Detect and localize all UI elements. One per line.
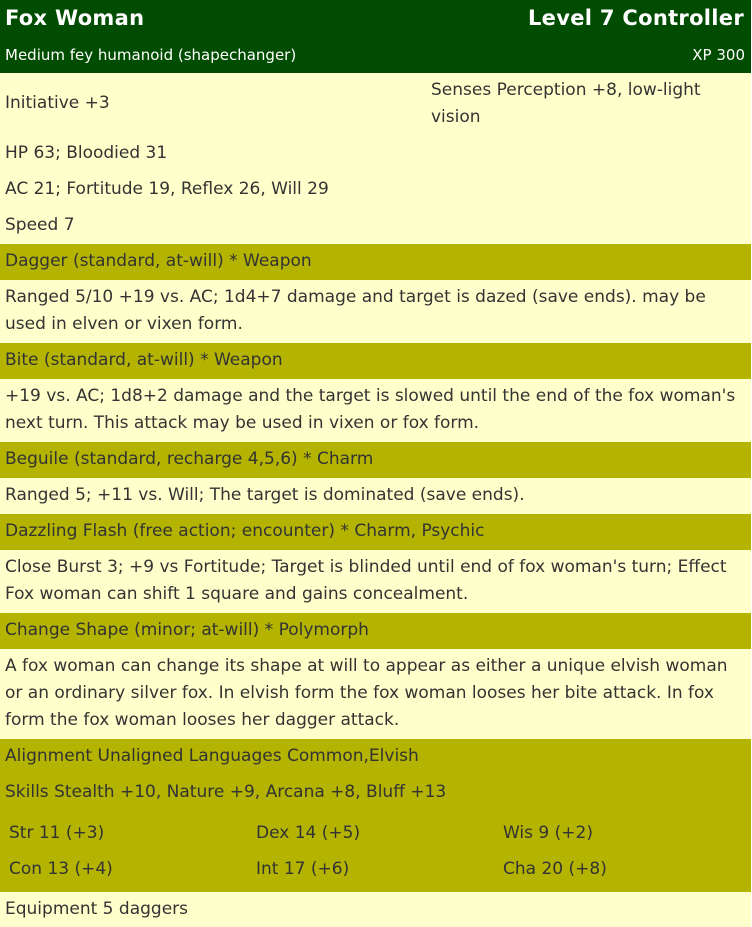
equipment-section <box>0 892 751 927</box>
power-text-dagger <box>0 280 751 343</box>
power-text: A fox woman can change its shape at will to appear as either a unique elvish woman or an ordinary silver fox. In elvish form the fox woman looses her bite attack. In fox form the fox woman looses her dagger attack. <box>5 656 728 730</box>
ability-dex: Dex 14 (+5) <box>256 823 361 843</box>
power-text-bite <box>0 379 751 442</box>
power-title: Dagger (standard, at-will) * Weapon <box>5 251 312 271</box>
ability-int: Int 17 (+6) <box>256 859 350 879</box>
ability-cha: Cha 20 (+8) <box>503 859 607 879</box>
equipment: Equipment 5 daggers <box>5 899 188 919</box>
power-text: Close Burst 3; +9 vs Fortitude; Target is blinded until end of fox woman's turn; Effect Fox woman can shift 1 square and gains concealment. <box>5 557 727 604</box>
defenses: AC 21; Fortitude 19, Reflex 26, Will 29 <box>5 179 329 199</box>
power-text: Ranged 5; +11 vs. Will; The target is dominated (save ends). <box>5 485 525 505</box>
skills: Skills Stealth +10, Nature +9, Arcana +8, Bluff +13 <box>5 782 447 802</box>
basic-stats-section <box>0 73 751 244</box>
senses: Senses Perception +8, low-light vision <box>431 80 701 127</box>
power-text: +19 vs. AC; 1d8+2 damage and the target is slowed until the end of the fox woman's next turn. This attack may be used in vixen or fox form. <box>5 386 736 433</box>
creature-name: Fox Woman <box>5 6 145 30</box>
power-title-dagger <box>0 244 751 280</box>
power-text-dazzling-flash <box>0 550 751 613</box>
ability-wis: Wis 9 (+2) <box>503 823 593 843</box>
creature-level: Level 7 Controller <box>528 6 744 30</box>
power-title: Beguile (standard, recharge 4,5,6) * Charm <box>5 449 374 469</box>
power-title-beguile <box>0 442 751 478</box>
creature-type: Medium fey humanoid (shapechanger) <box>5 46 297 64</box>
speed: Speed 7 <box>5 215 75 235</box>
power-title: Change Shape (minor; at-will) * Polymorph <box>5 620 369 640</box>
power-text-beguile <box>0 478 751 514</box>
power-title-dazzling-flash <box>0 514 751 550</box>
stat-block-header <box>0 0 751 73</box>
ability-con: Con 13 (+4) <box>9 859 113 879</box>
hit-points: HP 63; Bloodied 31 <box>5 143 168 163</box>
power-text-change-shape <box>0 649 751 739</box>
ability-str: Str 11 (+3) <box>9 823 105 843</box>
footer-section <box>0 739 751 892</box>
creature-xp: XP 300 <box>692 46 745 64</box>
power-title: Bite (standard, at-will) * Weapon <box>5 350 283 370</box>
power-title-change-shape <box>0 613 751 649</box>
power-title-bite <box>0 343 751 379</box>
initiative: Initiative +3 <box>5 93 110 113</box>
power-title: Dazzling Flash (free action; encounter) * Charm, Psychic <box>5 521 485 541</box>
power-text: Ranged 5/10 +19 vs. AC; 1d4+7 damage and target is dazed (save ends). may be used in elven or vixen form. <box>5 287 706 334</box>
alignment-languages: Alignment Unaligned Languages Common,Elvish <box>5 746 419 766</box>
